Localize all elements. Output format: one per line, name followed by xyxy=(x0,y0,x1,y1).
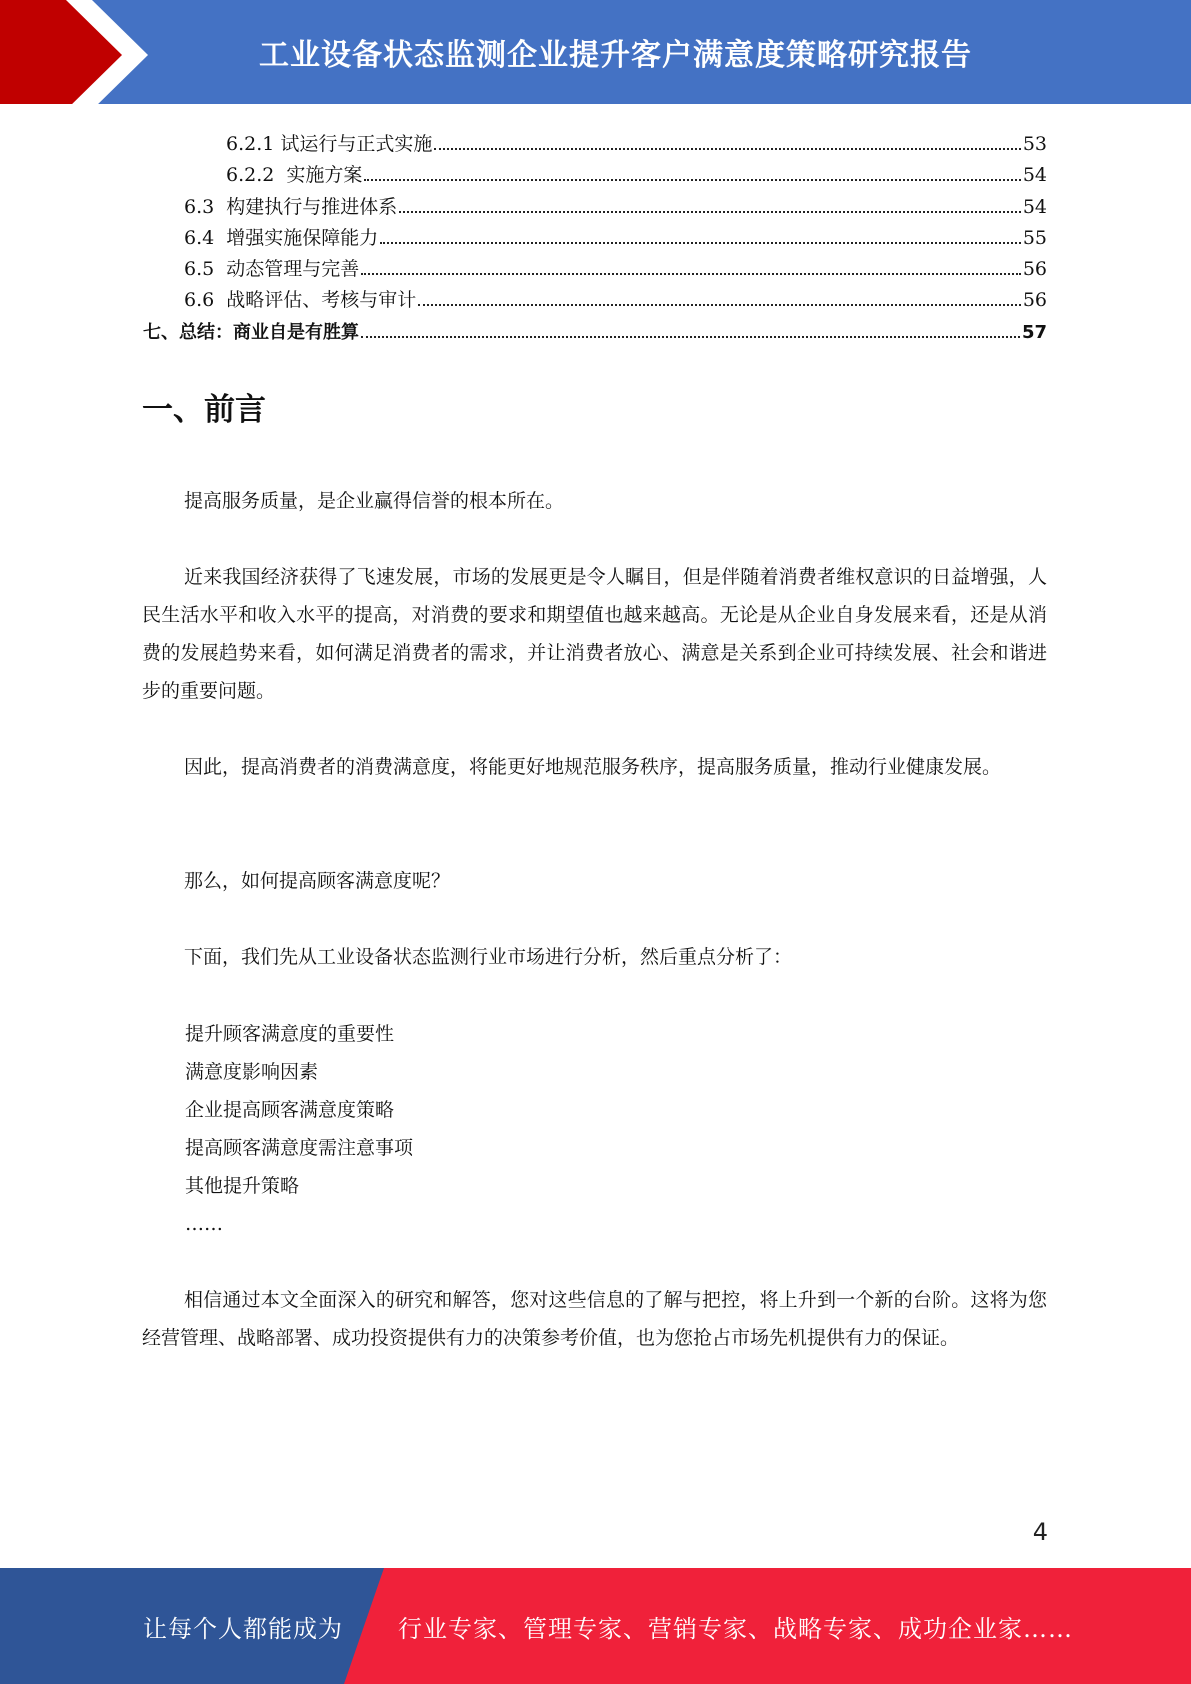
toc-entry-page: 57 xyxy=(1021,321,1047,343)
toc-entry-label: 6.5 动态管理与完善 xyxy=(184,258,360,281)
toc-entry-chapter[interactable] xyxy=(143,317,1047,348)
toc-entry-page: 56 xyxy=(1022,258,1047,281)
header-band xyxy=(0,0,1191,110)
toc-entry-page: 55 xyxy=(1022,226,1047,249)
toc-leader-dots xyxy=(364,179,1020,181)
topic-list xyxy=(185,1015,413,1243)
toc-leader-dots xyxy=(361,273,1021,275)
toc-entry[interactable] xyxy=(143,223,1047,254)
list-item: …… xyxy=(185,1213,223,1235)
toc-entry-label: 七、总结：商业自是有胜算 xyxy=(143,321,359,343)
toc-leader-dots xyxy=(434,148,1020,150)
footer-slogan-left: 让每个人都能成为 xyxy=(143,1614,343,1643)
paragraph: 相信通过本文全面深入的研究和解答，您对这些信息的了解与把控，将上升到一个新的台阶。这将为您经营管理、战略部署、成功投资提供有力的决策参考价值，也为您抢占市场先机提供有力的保证。 xyxy=(142,1289,1047,1349)
list-item: 满意度影响因素 xyxy=(185,1061,319,1083)
toc-entry-label: 6.6 战略评估、考核与审计 xyxy=(184,289,417,312)
paragraph: 因此，提高消费者的消费满意度，将能更好地规范服务秩序，提高服务质量，推动行业健康发展。 xyxy=(184,756,1002,778)
toc-entry-label: 6.2.1 试运行与正式实施 xyxy=(226,133,433,155)
page-number: 4 xyxy=(1032,1518,1048,1546)
list-item: 其他提升策略 xyxy=(185,1175,300,1197)
toc-entry-label: 6.2.2 实施方案 xyxy=(226,164,363,187)
toc-entry[interactable] xyxy=(143,160,1047,191)
toc-entry[interactable] xyxy=(143,254,1047,285)
report-title: 工业设备状态监测企业提升客户满意度策略研究报告 xyxy=(259,38,972,73)
toc-entry-label: 6.4 增强实施保障能力 xyxy=(184,226,379,249)
toc-entry-page: 56 xyxy=(1022,289,1047,312)
paragraph: 提高服务质量，是企业赢得信誉的根本所在。 xyxy=(184,490,565,512)
toc-leader-dots xyxy=(361,336,1020,338)
paragraph: 下面，我们先从工业设备状态监测行业市场进行分析，然后重点分析了： xyxy=(184,946,793,968)
toc-entry[interactable] xyxy=(143,129,1047,160)
list-item: 提升顾客满意度的重要性 xyxy=(185,1023,395,1045)
toc-entry-page: 54 xyxy=(1022,195,1047,218)
toc-leader-dots xyxy=(418,304,1021,306)
footer-band xyxy=(0,1568,1191,1684)
toc-entry-page: 54 xyxy=(1022,164,1047,187)
paragraph: 那么，如何提高顾客满意度呢？ xyxy=(184,870,451,892)
toc-leader-dots xyxy=(399,211,1021,213)
section-heading: 一、前言 xyxy=(142,392,266,428)
list-item: 企业提高顾客满意度策略 xyxy=(185,1099,395,1121)
toc-leader-dots xyxy=(380,242,1021,244)
list-item: 提高顾客满意度需注意事项 xyxy=(185,1137,414,1159)
toc-entry-label: 6.3 构建执行与推进体系 xyxy=(184,195,398,218)
toc-entry[interactable] xyxy=(143,285,1047,316)
footer-slogan-right: 行业专家、管理专家、营销专家、战略专家、成功企业家…… xyxy=(398,1614,1073,1643)
toc-entry[interactable] xyxy=(143,192,1047,223)
table-of-contents xyxy=(143,129,1047,348)
paragraph: 近来我国经济获得了飞速发展，市场的发展更是令人瞩目，但是伴随着消费者维权意识的日益增强，人民生活水平和收入水平的提高，对消费的要求和期望值也越来越高。无论是从企业自身发展来看，还是从消费的发展趋势来看，如何满足消费者的需求，并让消费者放心、满意是关系到企业可持续发展、社会和谐进步的重要问题。 xyxy=(142,566,1047,702)
toc-entry-page: 53 xyxy=(1022,133,1047,155)
